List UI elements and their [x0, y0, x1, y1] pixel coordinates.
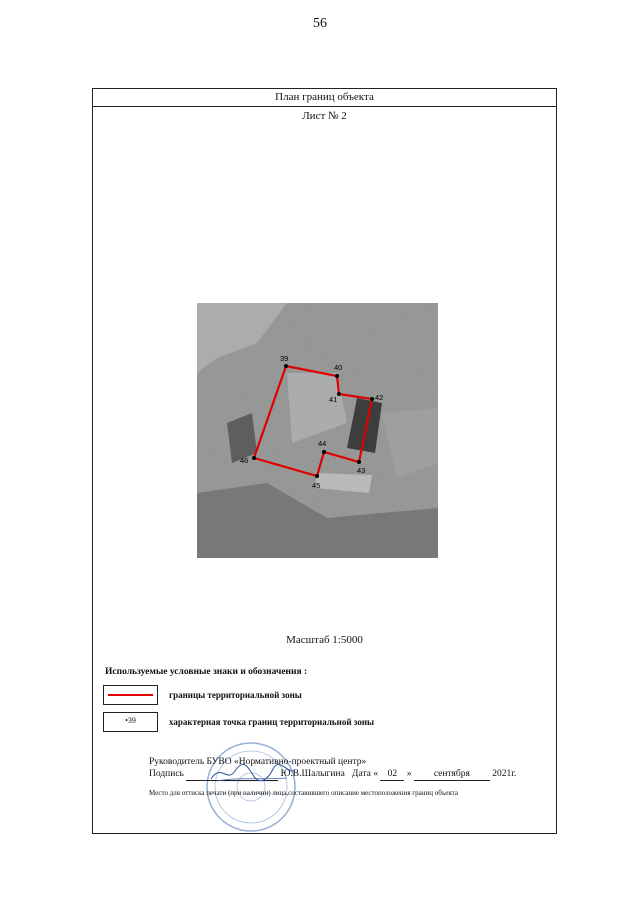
date-day: 02: [380, 768, 404, 781]
stamp-place-note: Место для оттиска печати (при наличии) лица,составившего описание местоположения границ объекта: [149, 789, 458, 797]
point-sample-label: 39: [127, 716, 136, 725]
boundary-point-46: [252, 456, 256, 460]
boundary-point-39: [284, 364, 288, 368]
plan-title: План границ объекта: [93, 89, 556, 107]
round-stamp: [205, 741, 297, 833]
sign-prefix: Подпись: [149, 769, 184, 779]
sign-line: [149, 768, 516, 781]
point-sample: [104, 716, 157, 725]
boundary-point-45: [315, 474, 319, 478]
legend-point-sample: [103, 712, 158, 732]
point-label-45: 45: [312, 481, 321, 490]
point-label-44: 44: [318, 439, 327, 448]
boundary-point-44: [322, 450, 326, 454]
satellite-map: [197, 303, 438, 558]
page-number: 56: [313, 16, 327, 31]
document-frame: [92, 88, 557, 834]
point-label-43: 43: [357, 466, 366, 475]
point-label-46: 46: [240, 456, 249, 465]
legend-boundary-label: границы территориальной зоны: [169, 690, 302, 700]
point-label-42: 42: [375, 393, 384, 402]
boundary-point-42: [370, 397, 374, 401]
sheet-number: Лист № 2: [302, 110, 347, 122]
date-prefix: Дата «: [351, 769, 378, 779]
signer-name: Ю.В.Шалыгина: [280, 769, 345, 779]
boundary-point-41: [337, 392, 341, 396]
map-image: [197, 303, 438, 558]
boundary-point-43: [357, 460, 361, 464]
handwritten-signature: [207, 761, 297, 785]
date-quote-close: »: [406, 769, 412, 779]
boundary-line-sample: [108, 694, 153, 696]
legend-boundary-sample: [103, 685, 158, 705]
point-label-40: 40: [334, 363, 343, 372]
boundary-point-40: [335, 374, 339, 378]
date-month: сентября: [414, 768, 490, 781]
point-label-41: 41: [329, 395, 338, 404]
legend-point-label: характерная точка границ территориальной зоны: [169, 717, 375, 727]
signature-block: [149, 756, 516, 781]
map-scale: Масштаб 1:5000: [286, 634, 363, 646]
head-line: Руководитель БУВО «Нормативно-проектный центр»: [149, 757, 367, 767]
point-label-39: 39: [280, 354, 289, 363]
point-dot-icon: •: [125, 716, 128, 725]
legend-title: Используемые условные знаки и обозначения :: [105, 667, 308, 677]
date-year: 2021г.: [492, 769, 517, 779]
